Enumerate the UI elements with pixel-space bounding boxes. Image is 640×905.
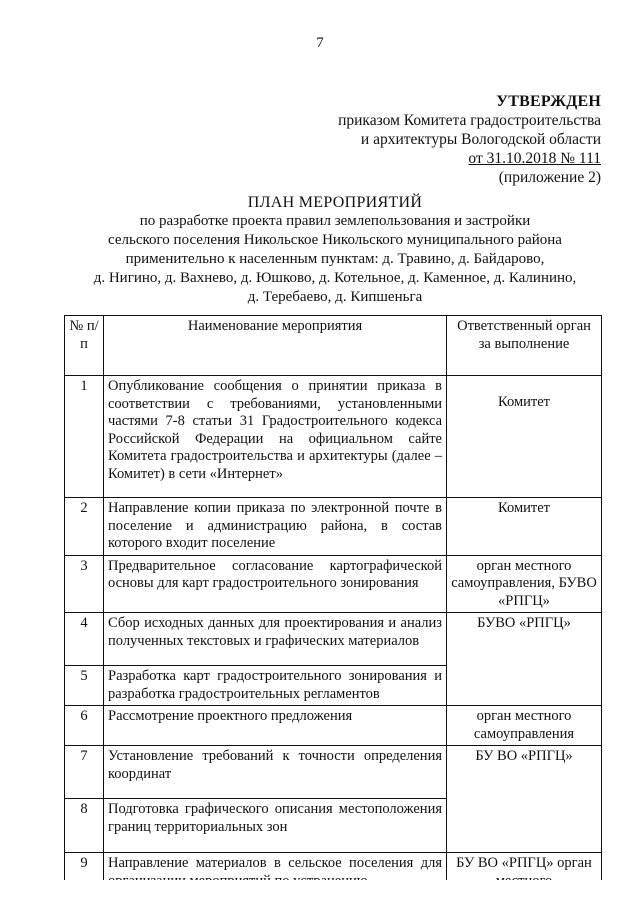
header-responsible: Ответственный орган за выполнение — [447, 316, 602, 376]
table-row — [65, 613, 602, 666]
row-num: 2 — [65, 498, 104, 556]
row-name: Предварительное согласование картографической основы для карт градостроительного зонирования — [104, 555, 447, 613]
row-num: 5 — [65, 666, 104, 706]
row-num: 8 — [65, 799, 104, 853]
plan-subtitle-line: д. Теребаево, д. Кипшеньга — [247, 289, 423, 305]
approval-line-1: приказом Комитета градостроительства — [338, 112, 601, 129]
row-name: Рассмотрение проектного предложения — [104, 706, 447, 746]
page-number: 7 — [316, 35, 324, 51]
row-responsible: Комитет — [447, 376, 602, 498]
row-name: Направление копии приказа по электронной почте в поселение и администрацию района, в состав которого входит поселение — [104, 498, 447, 556]
header-num: № п/п — [65, 316, 104, 376]
row-num: 6 — [65, 706, 104, 746]
row-name: Установление требований к точности определения координат — [104, 746, 447, 799]
page-bottom-cut — [0, 880, 640, 905]
table-header-row — [65, 316, 602, 376]
row-num: 4 — [65, 613, 104, 666]
row-name: Направление материалов в сельское поселения для — [104, 853, 447, 893]
approval-appendix: (приложение 2) — [498, 169, 601, 186]
table-row — [65, 746, 602, 799]
row-responsible: Комитет — [447, 498, 602, 556]
table-row — [65, 706, 602, 746]
row-name: Разработка карт градостроительного зонирования и разработка градостроительных регламентов — [104, 666, 447, 706]
plan-subtitle-line: д. Нигино, д. Вахнево, д. Юшково, д. Котельное, д. Каменное, д. Калинино, — [93, 270, 577, 286]
row-num: 7 — [65, 746, 104, 799]
row-num: 3 — [65, 555, 104, 613]
plan-subtitle-line: применительно к населенным пунктам: д. Травино, д. Байдарово, — [125, 251, 545, 267]
plan-subtitle-line: по разработке проекта правил землепользования и застройки — [139, 213, 531, 229]
table-row — [65, 376, 602, 498]
row-name: Сбор исходных данных для проектирования и анализ полученных текстовых и графических материалов — [104, 613, 447, 666]
row-name: Подготовка графического описания местоположения границ территориальных зон — [104, 799, 447, 853]
plan-heading — [75, 193, 595, 307]
row-num: 1 — [65, 376, 104, 498]
row-responsible: орган местного самоуправления, БУВО «РПГЦ» — [447, 555, 602, 613]
approval-heading: УТВЕРЖДЕН — [496, 93, 601, 110]
plan-table — [64, 315, 602, 893]
row-responsible: орган местного самоуправления — [447, 706, 602, 746]
plan-title: ПЛАН МЕРОПРИЯТИЙ — [247, 194, 423, 211]
header-name: Наименование мероприятия — [104, 316, 447, 376]
table-row — [65, 498, 602, 556]
row-num: 9 — [65, 853, 104, 893]
plan-subtitle-line: сельского поселения Никольское Никольского муниципального района — [108, 232, 562, 248]
row-name: Опубликование сообщения о принятии приказа в соответствии с требованиями, установленными частями 7-8 статьи 31 Градостроительного кодекса Российской Федерации на официальном сайте Комитета градостроительства и архитектуры (далее – Комитет) в сети «Интернет» — [104, 376, 447, 498]
approval-order: от 31.10.2018 № 111 — [468, 150, 601, 167]
table-row — [65, 555, 602, 613]
row-responsible: БУ ВО «РПГЦ» орган — [447, 853, 602, 893]
row-responsible: БУВО «РПГЦ» — [447, 613, 602, 706]
approval-line-2: и архитектуры Вологодской области — [360, 131, 601, 148]
approval-block — [338, 92, 601, 187]
row-responsible: БУ ВО «РПГЦ» — [447, 746, 602, 853]
